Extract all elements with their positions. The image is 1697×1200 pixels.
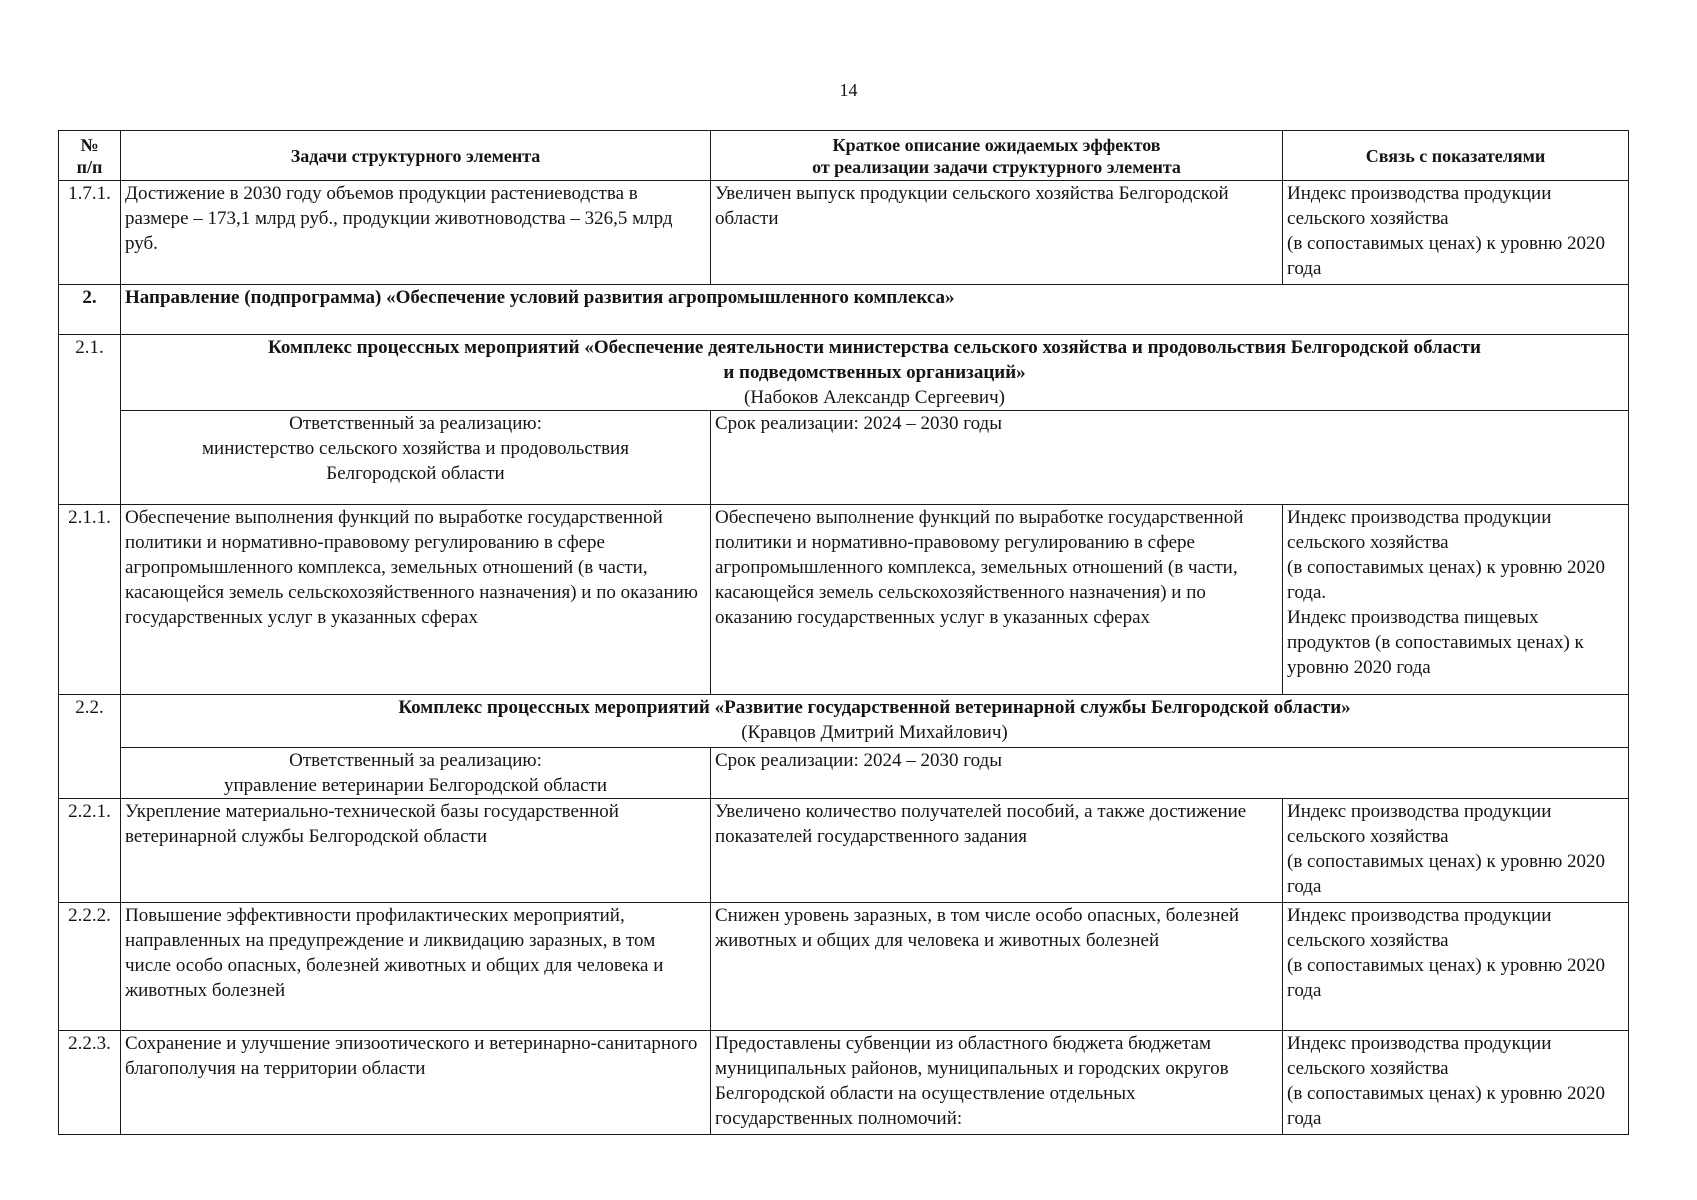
term-cell: Срок реализации: 2024 – 2030 годы: [711, 411, 1629, 505]
complex-title: Комплекс процессных мероприятий «Обеспечение деятельности министерства сельского хозяйства и продовольствия Белгородской области и подведомственных организаций»: [268, 337, 1481, 383]
tasks-table: [58, 130, 1629, 1135]
complex-row: [59, 335, 1629, 411]
table-row: [59, 799, 1629, 903]
indicator-cell: Индекс производства продукции сельского хозяйства (в сопоставимых ценах) к уровню 2020 года: [1283, 903, 1629, 1031]
task-cell: Обеспечение выполнения функций по выработке государственной политики и нормативно-правовому регулированию в сфере агропромышленного комплекса, земельных отношений (в части, касающейся земель сельскохозяйственного назначения) и по оказанию государственных услуг в указанных сферах: [121, 505, 711, 695]
indicator-cell: Индекс производства продукции сельского хозяйства (в сопоставимых ценах) к уровню 2020 года: [1283, 799, 1629, 903]
effect-cell: Снижен уровень заразных, в том числе особо опасных, болезней животных и общих для человека и животных болезней: [711, 903, 1283, 1031]
complex-row: [59, 695, 1629, 748]
complex-title: Комплекс процессных мероприятий «Развитие государственной ветеринарной службы Белгородской области»: [398, 697, 1351, 718]
row-number: 2.1.: [59, 335, 121, 505]
page-number: 14: [839, 80, 858, 100]
indicator-cell: Индекс производства продукции сельского хозяйства (в сопоставимых ценах) к уровню 2020 года. Индекс производства пищевых продуктов (в сопоставимых ценах) к уровню 2020 года: [1283, 505, 1629, 695]
complex-person: (Кравцов Дмитрий Михайлович): [741, 722, 1008, 743]
responsible-cell: Ответственный за реализацию: министерство сельского хозяйства и продовольствия Белгородской области: [121, 411, 711, 505]
row-number: 2.2.: [59, 695, 121, 799]
complex-header-cell: [121, 335, 1629, 411]
effect-cell: Обеспечено выполнение функций по выработке государственной политики и нормативно-правовому регулированию в сфере агропромышленного комплекса, земельных отношений (в части, касающейся земель сельскохозяйственного назначения) и по оказанию государственных услуг в указанных сферах: [711, 505, 1283, 695]
header-indicators: Связь с показателями: [1283, 131, 1629, 181]
row-number: 1.7.1.: [59, 181, 121, 285]
responsible-row: [59, 411, 1629, 505]
table-row: [59, 1031, 1629, 1135]
header-tasks: Задачи структурного элемента: [121, 131, 711, 181]
responsible-row: [59, 748, 1629, 799]
indicator-cell: Индекс производства продукции сельского хозяйства (в сопоставимых ценах) к уровню 2020 года: [1283, 1031, 1629, 1135]
direction-row: [59, 285, 1629, 335]
complex-person: (Набоков Александр Сергеевич): [744, 387, 1005, 408]
responsible-cell: Ответственный за реализацию: управление ветеринарии Белгородской области: [121, 748, 711, 799]
row-number: 2.2.2.: [59, 903, 121, 1031]
table-row: [59, 181, 1629, 285]
effect-cell: Увеличено количество получателей пособий, а также достижение показателей государственного задания: [711, 799, 1283, 903]
table-row: [59, 903, 1629, 1031]
row-number: 2.2.3.: [59, 1031, 121, 1135]
table-header-row: [59, 131, 1629, 181]
row-number: 2.2.1.: [59, 799, 121, 903]
indicator-cell: Индекс производства продукции сельского хозяйства (в сопоставимых ценах) к уровню 2020 года: [1283, 181, 1629, 285]
task-cell: Укрепление материально-технической базы государственной ветеринарной службы Белгородской области: [121, 799, 711, 903]
direction-title: Направление (подпрограмма) «Обеспечение условий развития агропромышленного комплекса»: [121, 285, 1629, 335]
effect-cell: Увеличен выпуск продукции сельского хозяйства Белгородской области: [711, 181, 1283, 285]
header-effects: Краткое описание ожидаемых эффектов от реализации задачи структурного элемента: [711, 131, 1283, 181]
task-cell: Сохранение и улучшение эпизоотического и ветеринарно-санитарного благополучия на территории области: [121, 1031, 711, 1135]
table-row: [59, 505, 1629, 695]
complex-header-cell: [121, 695, 1629, 748]
row-number: 2.: [59, 285, 121, 335]
task-cell: Повышение эффективности профилактических мероприятий, направленных на предупреждение и ликвидацию заразных, в том числе особо опасных, болезней животных и общих для человека и животных болезней: [121, 903, 711, 1031]
row-number: 2.1.1.: [59, 505, 121, 695]
term-cell: Срок реализации: 2024 – 2030 годы: [711, 748, 1629, 799]
header-number: № п/п: [59, 131, 121, 181]
effect-cell: Предоставлены субвенции из областного бюджета бюджетам муниципальных районов, муниципальных и городских округов Белгородской области на осуществление отдельных государственных полномочий:: [711, 1031, 1283, 1135]
task-cell: Достижение в 2030 году объемов продукции растениеводства в размере – 173,1 млрд руб., продукции животноводства – 326,5 млрд руб.: [121, 181, 711, 285]
